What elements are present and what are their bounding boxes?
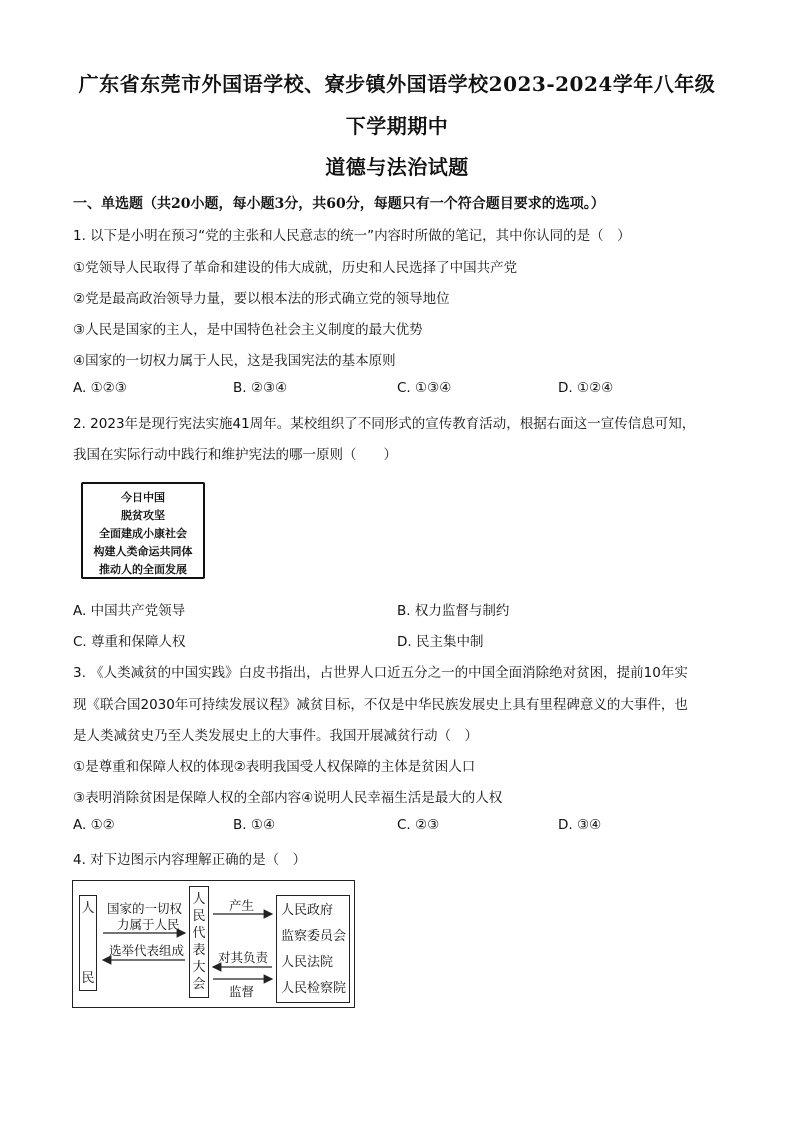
q1-option-a: A. ①②③: [73, 380, 127, 396]
q3-option-d: D. ③④: [558, 817, 602, 833]
exam-title-line2: 下学期期中: [345, 114, 449, 138]
q3-items-line2: ③表明消除贫困是保障人权的全部内容④说明人民幸福生活是最大的人权: [73, 790, 503, 806]
people-char-bottom: 民: [81, 971, 95, 986]
poster-line: 全面建成小康社会: [99, 527, 187, 540]
q2-option-a: A. 中国共产党领导: [73, 603, 186, 619]
q1-item-4: ④国家的一切权力属于人民，这是我国宪法的基本原则: [73, 353, 396, 369]
q1-item-1: ①党领导人民取得了革命和建设的伟大成就，历史和人民选择了中国共产党: [73, 260, 518, 276]
supervise-text: 监督: [229, 984, 255, 999]
q1-option-d: D. ①②④: [558, 380, 614, 396]
produce-text: 产生: [229, 898, 255, 913]
poster-line: 今日中国: [121, 491, 165, 504]
q2-stem-line2: 我国在实际行动中践行和维护宪法的哪一原则（ ）: [73, 447, 397, 463]
poster-line: 构建人类命运共同体: [93, 545, 193, 558]
q1-item-2: ②党是最高政治领导力量，要以根本法的形式确立党的领导地位: [73, 291, 450, 307]
q3-stem-line3: 是人类减贫史乃至人类发展史上的大事件。我国开展减贫行动（ ）: [73, 728, 478, 744]
q2-stem-line1: 2. 2023年是现行宪法实施41周年。某校组织了不同形式的宣传教育活动，根据右面这一宣传信息可知，: [73, 416, 696, 432]
q3-option-a: A. ①②: [73, 817, 115, 833]
q3-stem-line2: 现《联合国2030年可持续发展议程》减贫目标，不仅是中华民族发展史上具有里程碑意义的大事件，也: [73, 697, 688, 713]
q1-option-c: C. ①③④: [397, 380, 452, 396]
poster-line: 脱贫攻坚: [121, 509, 165, 522]
q1-option-b: B. ②③④: [233, 380, 288, 396]
poster-line: 推动人的全面发展: [99, 563, 187, 576]
power-text-line1: 国家的一切权: [107, 901, 183, 916]
propaganda-poster: [81, 482, 205, 579]
organ-court: 人民法院: [281, 955, 334, 970]
organ-supervision: 监察委员会: [281, 929, 347, 944]
q2-option-b: B. 权力监督与制约: [397, 603, 510, 619]
people-char-top: 人: [81, 901, 95, 916]
q1-item-3: ③人民是国家的主人，是中国特色社会主义制度的最大优势: [73, 322, 423, 338]
elect-text: 选举代表组成: [109, 943, 185, 958]
state-power-diagram: [72, 880, 355, 1008]
q2-option-d: D. 民主集中制: [397, 634, 484, 650]
organ-procuratorate: 人民检察院: [281, 981, 347, 996]
q2-option-c: C. 尊重和保障人权: [73, 634, 186, 650]
section-heading: 一、单选题（共20小题，每小题3分，共60分，每题只有一个符合题目要求的选项。）: [73, 196, 605, 212]
q3-option-c: C. ②③: [397, 817, 440, 833]
exam-title-line1: 广东省东莞市外国语学校、寮步镇外国语学校2023-2024学年八年级: [78, 72, 716, 96]
organ-government: 人民政府: [281, 903, 334, 918]
q4-stem: 4. 对下边图示内容理解正确的是（ ）: [73, 852, 307, 868]
npc-label: 人民代表大会: [192, 892, 206, 992]
power-text-line2: 力属于人民: [117, 917, 180, 932]
q3-items-line1: ①是尊重和保障人权的体现②表明我国受人权保障的主体是贫困人口: [73, 759, 476, 775]
responsible-text: 对其负责: [218, 950, 269, 965]
diagram-arrows: [73, 881, 354, 1007]
q1-stem: 1. 以下是小明在预习“党的主张和人民意志的统一”内容时所做的笔记，其中你认同的是（ ）: [73, 228, 631, 244]
q3-option-b: B. ①④: [233, 817, 276, 833]
exam-subject-title: 道德与法治试题: [325, 155, 469, 179]
q3-stem-line1: 3. 《人类减贫的中国实践》白皮书指出，占世界人口近五分之一的中国全面消除绝对贫困，提前10年实: [73, 665, 688, 681]
